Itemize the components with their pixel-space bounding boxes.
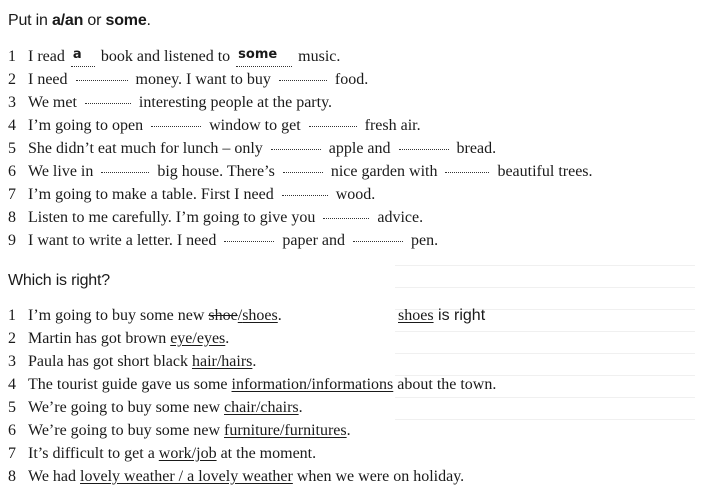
answer-blank[interactable]: [399, 148, 449, 150]
handwritten-answer[interactable]: some: [236, 44, 292, 67]
exercise-2-item-4: 4 The tourist guide gave us some information/informations about the town.: [8, 376, 497, 393]
exercise-2-item-6: 6 We’re going to buy some new furniture/furnitures.: [8, 422, 351, 439]
answer-blank[interactable]: [76, 79, 128, 81]
answer-blank[interactable]: [279, 79, 327, 81]
exercise-2-item-3: 3 Paula has got short black hair/hairs.: [8, 353, 257, 370]
section-1-heading: Put in a/an or some.: [8, 12, 151, 29]
exercise-1-item-5: 5 She didn’t eat much for lunch – only apple and bread.: [8, 140, 497, 157]
option-choice[interactable]: eye/eyes: [170, 330, 226, 347]
option-choice[interactable]: hair/hairs: [191, 353, 253, 370]
exercise-2-item-1: 1 I’m going to buy some new shoe/shoes.: [8, 307, 282, 324]
option-choice[interactable]: information/informations: [231, 376, 394, 393]
exercise-1-item-2: 2 I need money. I want to buy food.: [8, 71, 369, 88]
answer-blank[interactable]: [151, 125, 201, 127]
exercise-1-item-3: 3 We met interesting people at the party.: [8, 94, 333, 111]
answer-blank[interactable]: [224, 240, 274, 242]
answer-blank[interactable]: [353, 240, 403, 242]
answer-blank[interactable]: [282, 194, 328, 196]
section-2-heading: Which is right?: [8, 272, 110, 289]
exercise-1-item-7: 7 I’m going to make a table. First I need wood.: [8, 186, 376, 203]
exercise-1-item-8: 8 Listen to me carefully. I’m going to give you advice.: [8, 209, 424, 226]
example-answer: shoes is right: [398, 307, 486, 324]
exercise-1-item-9: 9 I want to write a letter. I need paper and pen.: [8, 232, 439, 249]
answer-blank[interactable]: [323, 217, 369, 219]
option-choice[interactable]: work/job: [158, 445, 217, 462]
option-choice[interactable]: lovely weather / a lovely weather: [80, 468, 293, 485]
exercise-1-item-6: 6 We live in big house. There’s nice garden with beautiful trees.: [8, 163, 593, 180]
option-choice[interactable]: furniture/furnitures: [224, 422, 347, 439]
exercise-1-item-1: 1 I read a book and listened to some music.: [8, 46, 340, 68]
answer-blank[interactable]: [85, 102, 131, 104]
option-choice[interactable]: shoes: [242, 307, 278, 324]
exercise-1-item-4: 4 I’m going to open window to get fresh air.: [8, 117, 421, 134]
answer-blank[interactable]: [101, 171, 149, 173]
answer-blank[interactable]: [309, 125, 357, 127]
option-crossed-out[interactable]: shoe: [208, 307, 238, 324]
answer-blank[interactable]: [445, 171, 489, 173]
answer-blank[interactable]: [271, 148, 321, 150]
exercise-2-item-5: 5 We’re going to buy some new chair/chairs.: [8, 399, 303, 416]
option-choice[interactable]: chair/chairs: [224, 399, 299, 416]
exercise-2-item-7: 7 It’s difficult to get a work/job at the moment.: [8, 445, 317, 462]
exercise-2-item-8: 8 We had lovely weather / a lovely weather when we were on holiday.: [8, 468, 465, 485]
answer-blank[interactable]: [283, 171, 323, 173]
handwritten-answer[interactable]: a: [71, 44, 95, 67]
exercise-2-item-2: 2 Martin has got brown eye/eyes.: [8, 330, 230, 347]
